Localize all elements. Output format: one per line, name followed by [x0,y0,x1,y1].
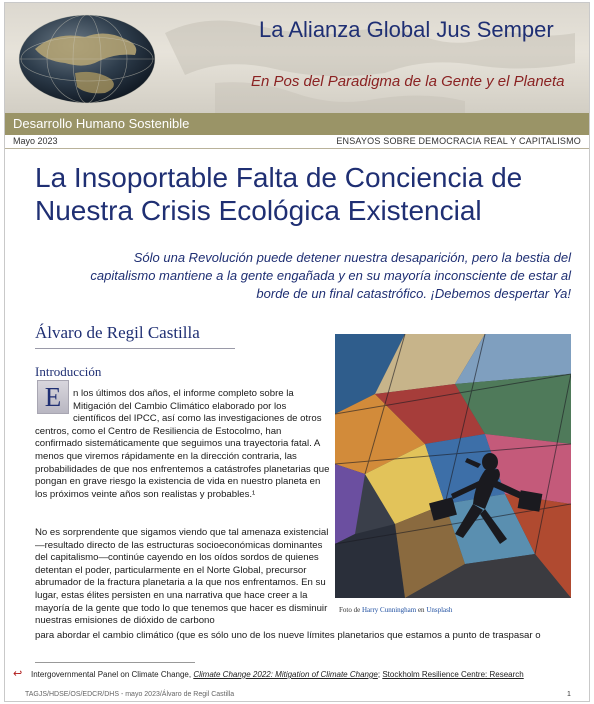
article-photo [335,334,571,598]
abstract-line-3: borde de un final catastrófico. ¡Debemos despertar Ya! [256,286,571,301]
drop-cap: E [37,380,69,414]
series-label: ENSAYOS SOBRE DEMOCRACIA REAL Y CAPITALISMO [336,136,581,146]
footnote-research-link[interactable]: Stockholm Resilience Centre: Research [382,670,524,679]
section-heading: Introducción [35,364,102,379]
paragraph-1 [35,388,331,501]
drop-cap-spacer [35,388,73,414]
site-title[interactable]: La Alianza Global Jus Semper [259,17,554,42]
site-tagline: En Pos del Paradigma de la Gente y el Planeta [251,73,565,90]
photo-author-link[interactable]: Harry Cunningham [361,606,417,614]
footnote-mid: ; [377,670,383,679]
caption-prefix: Foto de [339,606,362,614]
paragraph-2: No es sorprendente que sigamos viendo que tal amenaza existencial—resultado directo de las estructuras socioeconómicas dominantes del capitalismo—continúe cayendo en los oídos sordos de quienes detentan el poder, particularmente en el Norte Global, precursor abrumador de la fractura planetaria a la que nos enfrentamos. En su lugar, estas élites persisten en una narrativa que hace creer a la mayoría de la gente que todo lo que tenemos que hacer es disminuir nuestras emisiones de dióxido de carbono [35,527,329,627]
author-name: Álvaro de Regil Castilla [35,323,200,342]
section-band [5,113,589,135]
article-title-line-1: La Insoportable Falta de Conciencia de [35,162,523,193]
page-number: 1 [567,691,571,698]
photo-caption [339,606,452,614]
article-title-line-2: Nuestra Crisis Ecológica Existencial [35,195,482,226]
section-band-label: Desarrollo Humano Sostenible [13,116,190,131]
abstract-line-2: capitalismo mantiene a la gente engañada y en su mayoría inconsciente de estar al [90,268,571,283]
paragraph-2-continued: para abordar el cambio climático (que es sólo uno de los nueve límites planetarios que estamos a punto de traspasar o [35,630,541,641]
globe-logo-icon [15,9,165,107]
paragraph-1-text: n los últimos dos años, el informe completo sobre la Mitigación del Cambio Climático elaborado por los científicos del IPCC, así como las investigaciones de otros centros, como el Centro de Resiliencia de Estocolmo, han confirmado sistemáticamente que seguimos una trayectoria fatal. A menos que viremos rápidamente en la dirección contraria, las probabilidades de que nos enfrentemos a catástrofes planetarias que pongan en grave riesgo la existencia de vida en nuestro planeta en los próximos veinte años son realistas y probables.¹ [35,388,330,500]
footnote-divider [35,662,195,663]
footnote [31,670,524,679]
footnote-report-link[interactable]: Climate Change 2022: Mitigation of Climate Change [193,670,378,679]
article-abstract [45,249,571,303]
author-divider [35,348,235,349]
document-page [4,2,590,702]
footnote-return-icon[interactable]: ↩ [13,667,23,680]
footnote-prefix: Intergovernmental Panel on Climate Change, [31,670,194,679]
caption-mid: en [416,606,427,614]
publication-date: Mayo 2023 [13,136,58,146]
site-header [5,3,589,113]
article-title [35,161,575,227]
photo-source-link[interactable]: Unsplash [426,606,453,614]
abstract-line-1: Sólo una Revolución puede detener nuestra desaparición, pero la bestia del [133,250,571,265]
date-row [5,135,589,149]
footer-citation: TAGJS/HDSE/OS/EDCR/DHS - mayo 2023/Álvaro de Regil Castilla [25,691,235,698]
